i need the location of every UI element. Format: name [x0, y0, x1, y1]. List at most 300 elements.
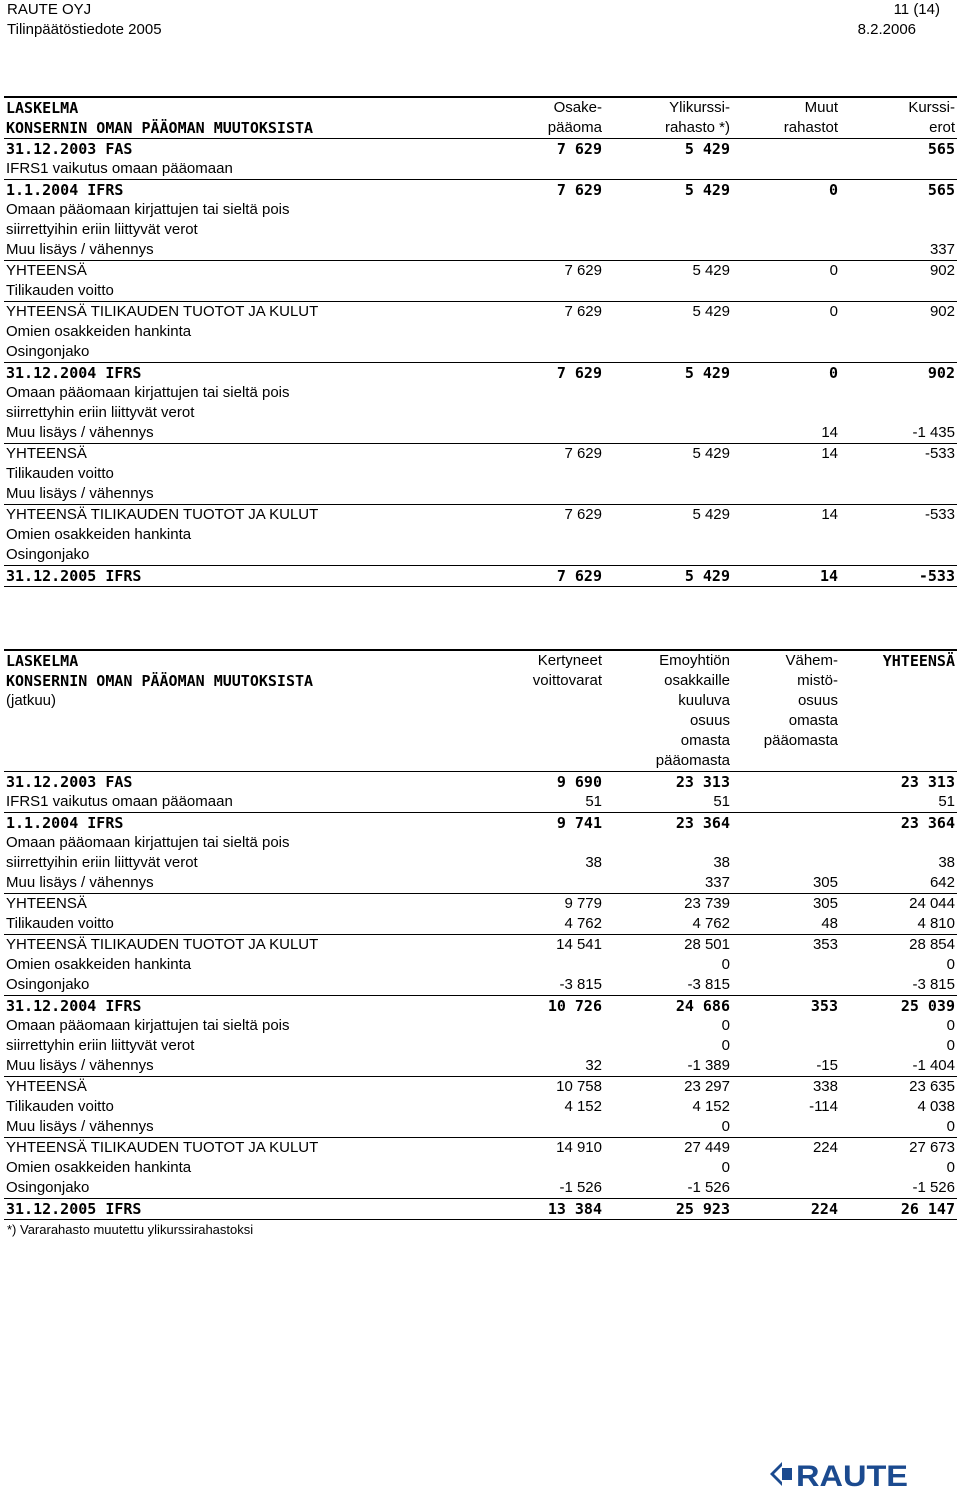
row-value-col2 [604, 833, 732, 853]
row-value-col3: 305 [732, 894, 840, 915]
row-value-col3: 224 [732, 1138, 840, 1159]
table-row [4, 1178, 957, 1199]
row-value-col2: 5 429 [604, 302, 732, 323]
table1-col2-line1: Ylikurssi- [604, 97, 732, 118]
row-value-col4: 902 [840, 363, 957, 384]
row-value-col1 [474, 873, 604, 894]
row-value-col4: -533 [840, 444, 957, 465]
row-value-col3 [732, 1178, 840, 1199]
row-value-col2: 4 152 [692, 1098, 730, 1115]
row-value-col1 [474, 464, 604, 484]
table2-col3-line4: omasta [788, 712, 838, 729]
row-value-col3 [732, 955, 840, 975]
row-label: siirrettyhin eriin liittyvät verot [6, 1037, 195, 1054]
table-row [4, 1158, 957, 1178]
row-value-col3 [732, 383, 840, 403]
table-row [4, 1199, 957, 1220]
row-value-col3 [732, 322, 840, 342]
row-value-col1 [474, 1036, 604, 1056]
row-value-col1 [474, 403, 604, 423]
row-value-col4: 565 [840, 180, 957, 201]
table1-title-2: KONSERNIN OMAN PÄÄOMAN MUUTOKSISTA [6, 119, 314, 137]
row-value-col2 [604, 342, 732, 363]
row-value-col4: 337 [929, 241, 955, 258]
row-value-col1: 13 384 [474, 1199, 604, 1220]
row-value-col2: 5 429 [604, 363, 732, 384]
row-value-col4: 27 673 [840, 1138, 957, 1159]
table-row [4, 322, 957, 342]
row-label: siirrettyhin eriin liittyvät verot [6, 404, 195, 421]
row-value-col2: 5 429 [604, 444, 732, 465]
row-value-col2 [604, 383, 732, 403]
page-number: 11 (14) [893, 1, 940, 18]
row-value-col2: 5 429 [604, 505, 732, 526]
row-value-col1 [474, 525, 604, 545]
row-value-col2: 5 429 [604, 180, 732, 201]
table-row [4, 975, 957, 996]
row-value-col4: -3 815 [912, 976, 955, 993]
row-value-col4 [840, 833, 957, 853]
row-value-col2: 23 313 [604, 772, 732, 793]
row-value-col3 [732, 975, 840, 996]
row-value-col1: 14 541 [474, 935, 604, 956]
row-value-col4: 0 [946, 956, 955, 973]
row-label: YHTEENSÄ [4, 261, 474, 282]
row-value-col2 [604, 403, 732, 423]
table1-col4-line1: Kurssi- [840, 97, 957, 118]
table-row [4, 281, 957, 302]
table-row [4, 525, 957, 545]
row-value-col3 [732, 545, 840, 566]
table-row [4, 403, 957, 423]
table-row [4, 464, 957, 484]
row-value-col3 [732, 1158, 840, 1178]
row-value-col1 [474, 423, 604, 444]
table-row [4, 914, 957, 935]
row-value-col4 [840, 403, 957, 423]
raute-logo-text: RAUTE [796, 1460, 908, 1493]
row-label: YHTEENSÄ [4, 444, 474, 465]
row-value-col2: 0 [721, 1118, 730, 1135]
row-value-col3: 14 [732, 444, 840, 465]
row-label: Muu lisäys / vähennys [6, 874, 154, 891]
row-value-col1: 7 629 [474, 139, 604, 160]
row-value-col1 [474, 545, 604, 566]
row-value-col4 [840, 464, 957, 484]
table1-col2-line2: rahasto *) [664, 119, 730, 136]
row-label: YHTEENSÄ TILIKAUDEN TUOTOT JA KULUT [4, 302, 474, 323]
row-value-col2: -3 815 [687, 976, 730, 993]
row-label: Tilikauden voitto [6, 282, 114, 299]
row-value-col4 [840, 200, 957, 220]
row-value-col2: 23 364 [604, 813, 732, 834]
footnote: *) Vararahasto muutettu ylikurssirahastoksi [7, 1222, 254, 1237]
row-value-col2: 337 [704, 874, 730, 891]
table-row [4, 1138, 957, 1159]
table-row [4, 342, 957, 363]
table2-col2-line6: pääomasta [655, 752, 730, 769]
row-value-col2 [604, 464, 732, 484]
row-value-col3: 0 [732, 302, 840, 323]
row-value-col2: -1 526 [687, 1179, 730, 1196]
row-label: YHTEENSÄ TILIKAUDEN TUOTOT JA KULUT [4, 505, 474, 526]
table2-col3-line3: osuus [797, 692, 838, 709]
table-row [4, 363, 957, 384]
row-value-col1 [474, 383, 604, 403]
row-value-col4: -533 [840, 505, 957, 526]
table-row [4, 955, 957, 975]
row-label: 31.12.2003 FAS [4, 139, 474, 160]
row-value-col4: 902 [840, 302, 957, 323]
row-value-col4: 0 [946, 1017, 955, 1034]
row-value-col3 [732, 464, 840, 484]
row-value-col2: 5 429 [604, 566, 732, 587]
table2-col2-line1: Emoyhtiön [604, 650, 732, 671]
row-value-col3 [732, 139, 840, 160]
table-row [4, 813, 957, 834]
row-value-col4 [840, 159, 957, 180]
row-value-col4 [840, 322, 957, 342]
table-row [4, 1077, 957, 1098]
row-label: siirrettyihin eriin liittyvät verot [6, 854, 198, 871]
raute-logo-mark [770, 1462, 792, 1486]
row-value-col4: 4 810 [917, 915, 955, 932]
row-label: Omien osakkeiden hankinta [6, 1159, 192, 1176]
table-row [4, 996, 957, 1017]
row-label: siirrettyihin eriin liittyvät verot [6, 221, 198, 238]
raute-logo [770, 1455, 910, 1493]
table-row [4, 423, 957, 444]
row-value-col1: -1 526 [559, 1179, 602, 1196]
row-value-col4: 23 364 [840, 813, 957, 834]
row-value-col2 [604, 220, 732, 240]
table1-col1-line2: pääoma [547, 119, 602, 136]
row-value-col3: -114 [809, 1098, 838, 1115]
table1-col4-line2: erot [929, 119, 955, 136]
table-row [4, 505, 957, 526]
row-value-col2 [604, 281, 732, 302]
table2-col3-line1: Vähem- [732, 650, 840, 671]
table-row [4, 200, 957, 220]
row-value-col1 [474, 1016, 604, 1036]
row-value-col1 [474, 220, 604, 240]
row-value-col3 [732, 159, 840, 180]
row-value-col3: 305 [812, 874, 838, 891]
row-label: Muu lisäys / vähennys [6, 1057, 154, 1074]
table2-col1-line1: Kertyneet [474, 650, 604, 671]
equity-changes-table-2 [4, 649, 957, 1220]
document-title: Tilinpäätöstiedote 2005 [7, 21, 162, 38]
row-value-col1: 14 910 [474, 1138, 604, 1159]
row-value-col4: -1 404 [912, 1057, 955, 1074]
table-row [4, 139, 957, 160]
row-value-col4 [840, 281, 957, 302]
row-value-col1: 9 779 [474, 894, 604, 915]
row-value-col3 [732, 813, 840, 834]
row-label: YHTEENSÄ [4, 894, 474, 915]
row-value-col2: 24 686 [604, 996, 732, 1017]
table-row [4, 833, 957, 853]
row-value-col2: 0 [721, 1037, 730, 1054]
table2-col4-line1: YHTEENSÄ [840, 650, 957, 671]
row-value-col1 [474, 159, 604, 180]
row-value-col2: 51 [713, 793, 730, 810]
row-label: Omaan pääomaan kirjattujen tai sieltä pois [6, 834, 290, 851]
table-row [4, 261, 957, 282]
row-label: Osingonjako [6, 343, 90, 360]
row-value-col1: 9 741 [474, 813, 604, 834]
row-value-col4: -1 435 [912, 424, 955, 441]
row-value-col3 [732, 403, 840, 423]
row-value-col2: 23 739 [604, 894, 732, 915]
row-value-col2: 0 [721, 1159, 730, 1176]
row-label: 31.12.2004 IFRS [4, 996, 474, 1017]
row-value-col3 [732, 833, 840, 853]
table-row [4, 853, 957, 873]
row-value-col3: 0 [732, 180, 840, 201]
row-value-col4: 0 [946, 1037, 955, 1054]
document-date: 8.2.2006 [857, 21, 916, 38]
row-value-col2 [604, 240, 732, 261]
table-row [4, 383, 957, 403]
table2-col1-line2: voittovarat [532, 672, 602, 689]
row-value-col1: 7 629 [474, 363, 604, 384]
table2-col2-line2: osakkaille [664, 672, 730, 689]
row-value-col4 [840, 545, 957, 566]
row-label: 31.12.2005 IFRS [4, 1199, 474, 1220]
table-row [4, 566, 957, 587]
row-label: Osingonjako [6, 546, 90, 563]
row-value-col4: 4 038 [917, 1098, 955, 1115]
row-value-col3 [732, 853, 840, 873]
row-value-col4: 902 [840, 261, 957, 282]
table2-col3-line2: mistö- [797, 672, 838, 689]
row-value-col3: 224 [732, 1199, 840, 1220]
row-label: IFRS1 vaikutus omaan pääomaan [6, 160, 233, 177]
row-value-col3: 14 [732, 505, 840, 526]
row-label: Muu lisäys / vähennys [6, 485, 154, 502]
row-label: 31.12.2005 IFRS [4, 566, 474, 587]
table-row [4, 935, 957, 956]
row-value-col3 [732, 525, 840, 545]
row-value-col2: 0 [721, 956, 730, 973]
equity-changes-table-1 [4, 96, 957, 587]
row-value-col2 [604, 484, 732, 505]
row-value-col1 [474, 322, 604, 342]
row-value-col4 [840, 342, 957, 363]
row-value-col2: 5 429 [604, 261, 732, 282]
row-value-col3 [732, 1016, 840, 1036]
row-value-col1 [474, 955, 604, 975]
row-value-col1: 7 629 [474, 444, 604, 465]
row-value-col1: 32 [585, 1057, 602, 1074]
row-value-col3: 0 [732, 363, 840, 384]
table-row [4, 302, 957, 323]
row-value-col2: -1 389 [687, 1057, 730, 1074]
row-value-col1: 51 [585, 793, 602, 810]
table1-col3-line1: Muut [732, 97, 840, 118]
row-value-col1 [474, 833, 604, 853]
row-value-col4: -533 [840, 566, 957, 587]
row-label: Omien osakkeiden hankinta [6, 526, 192, 543]
row-value-col2: 38 [713, 854, 730, 871]
table2-title-1: LASKELMA [4, 650, 474, 671]
row-label: Omien osakkeiden hankinta [6, 956, 192, 973]
row-value-col2 [604, 423, 732, 444]
table-row [4, 1016, 957, 1036]
row-value-col2 [604, 159, 732, 180]
row-value-col3 [732, 484, 840, 505]
table2-title-2: KONSERNIN OMAN PÄÄOMAN MUUTOKSISTA [6, 672, 314, 690]
row-value-col2 [604, 525, 732, 545]
row-value-col4: 26 147 [840, 1199, 957, 1220]
row-value-col1: 4 762 [564, 915, 602, 932]
table-row [4, 220, 957, 240]
row-label: Tilikauden voitto [6, 1098, 114, 1115]
row-value-col4: 565 [840, 139, 957, 160]
table-row [4, 240, 957, 261]
table2-title-3: (jatkuu) [6, 692, 57, 709]
row-value-col4 [840, 220, 957, 240]
table2-col2-line3: kuuluva [678, 692, 730, 709]
row-value-col1: 4 152 [564, 1098, 602, 1115]
row-value-col1 [474, 1117, 604, 1138]
row-value-col2 [604, 200, 732, 220]
row-label: Tilikauden voitto [6, 915, 114, 932]
row-label: Muu lisäys / vähennys [6, 424, 154, 441]
row-value-col1: 7 629 [474, 180, 604, 201]
company-name: RAUTE OYJ [7, 1, 92, 18]
row-label: Omaan pääomaan kirjattujen tai sieltä pois [6, 201, 290, 218]
table2-col2-line5: omasta [680, 732, 730, 749]
row-value-col2: 25 923 [604, 1199, 732, 1220]
row-value-col2: 23 297 [604, 1077, 732, 1098]
row-label: IFRS1 vaikutus omaan pääomaan [6, 793, 233, 810]
table1-title-1: LASKELMA [4, 97, 474, 118]
row-value-col1 [474, 484, 604, 505]
row-value-col4 [840, 484, 957, 505]
row-value-col2: 27 449 [604, 1138, 732, 1159]
row-value-col1 [474, 200, 604, 220]
row-label: Tilikauden voitto [6, 465, 114, 482]
row-value-col2 [604, 322, 732, 342]
row-value-col3: 338 [732, 1077, 840, 1098]
row-label: YHTEENSÄ [4, 1077, 474, 1098]
row-value-col4: 25 039 [840, 996, 957, 1017]
row-value-col2: 5 429 [604, 139, 732, 160]
row-value-col3: 353 [732, 996, 840, 1017]
row-value-col1: 9 690 [474, 772, 604, 793]
row-value-col1: 10 726 [474, 996, 604, 1017]
table-row [4, 444, 957, 465]
row-value-col3 [732, 240, 840, 261]
row-value-col3: 14 [821, 424, 838, 441]
row-value-col2: 28 501 [604, 935, 732, 956]
table1-col3-line2: rahastot [783, 119, 838, 136]
row-value-col1: 7 629 [474, 261, 604, 282]
table2-col2-line4: osuus [689, 712, 730, 729]
row-label: YHTEENSÄ TILIKAUDEN TUOTOT JA KULUT [4, 935, 474, 956]
row-label: Muu lisäys / vähennys [6, 1118, 154, 1135]
row-label: 1.1.2004 IFRS [4, 813, 474, 834]
row-value-col1 [474, 342, 604, 363]
row-label: 31.12.2004 IFRS [4, 363, 474, 384]
table-row [4, 873, 957, 894]
row-label: 1.1.2004 IFRS [4, 180, 474, 201]
row-label: Muu lisäys / vähennys [6, 241, 154, 258]
row-value-col1: 10 758 [474, 1077, 604, 1098]
row-value-col1: 38 [585, 854, 602, 871]
table-row [4, 545, 957, 566]
row-label: Osingonjako [6, 1179, 90, 1196]
row-value-col3: -15 [816, 1057, 838, 1074]
row-label: Omaan pääomaan kirjattujen tai sieltä pois [6, 1017, 290, 1034]
row-value-col4: 51 [938, 793, 955, 810]
table-row [4, 159, 957, 180]
row-value-col3 [732, 792, 840, 813]
row-value-col3: 48 [821, 915, 838, 932]
row-label: 31.12.2003 FAS [4, 772, 474, 793]
row-value-col4: 24 044 [840, 894, 957, 915]
row-value-col2: 4 762 [692, 915, 730, 932]
row-value-col3: 353 [732, 935, 840, 956]
row-value-col3 [732, 1036, 840, 1056]
row-value-col2 [604, 545, 732, 566]
row-value-col1: 7 629 [474, 302, 604, 323]
row-value-col3 [732, 281, 840, 302]
row-value-col4: 23 313 [840, 772, 957, 793]
row-label: Omaan pääomaan kirjattujen tai sieltä pois [6, 384, 290, 401]
table-row [4, 1036, 957, 1056]
row-value-col3: 14 [732, 566, 840, 587]
table-row [4, 1097, 957, 1117]
row-value-col4: -1 526 [912, 1179, 955, 1196]
row-value-col1: 7 629 [474, 566, 604, 587]
table-row [4, 1117, 957, 1138]
row-value-col3 [732, 772, 840, 793]
row-value-col3 [732, 1117, 840, 1138]
row-value-col4: 0 [946, 1118, 955, 1135]
row-value-col4: 38 [938, 854, 955, 871]
row-value-col4 [840, 383, 957, 403]
row-value-col4: 28 854 [840, 935, 957, 956]
row-value-col4: 23 635 [840, 1077, 957, 1098]
row-value-col2: 0 [721, 1017, 730, 1034]
row-label: Osingonjako [6, 976, 90, 993]
table-row [4, 1056, 957, 1077]
row-value-col3 [732, 220, 840, 240]
table-row [4, 180, 957, 201]
row-value-col4: 0 [946, 1159, 955, 1176]
row-value-col1: -3 815 [559, 976, 602, 993]
row-value-col3: 0 [732, 261, 840, 282]
table-row [4, 792, 957, 813]
row-value-col1 [474, 1158, 604, 1178]
row-value-col1: 7 629 [474, 505, 604, 526]
table-row [4, 894, 957, 915]
table1-col1-line1: Osake- [474, 97, 604, 118]
table2-col3-line5: pääomasta [763, 732, 838, 749]
table-row [4, 772, 957, 793]
table-row [4, 484, 957, 505]
row-label: Omien osakkeiden hankinta [6, 323, 192, 340]
row-value-col4: 642 [929, 874, 955, 891]
row-value-col3 [732, 342, 840, 363]
row-value-col1 [474, 240, 604, 261]
row-value-col3 [732, 200, 840, 220]
row-label: YHTEENSÄ TILIKAUDEN TUOTOT JA KULUT [4, 1138, 474, 1159]
row-value-col1 [474, 281, 604, 302]
